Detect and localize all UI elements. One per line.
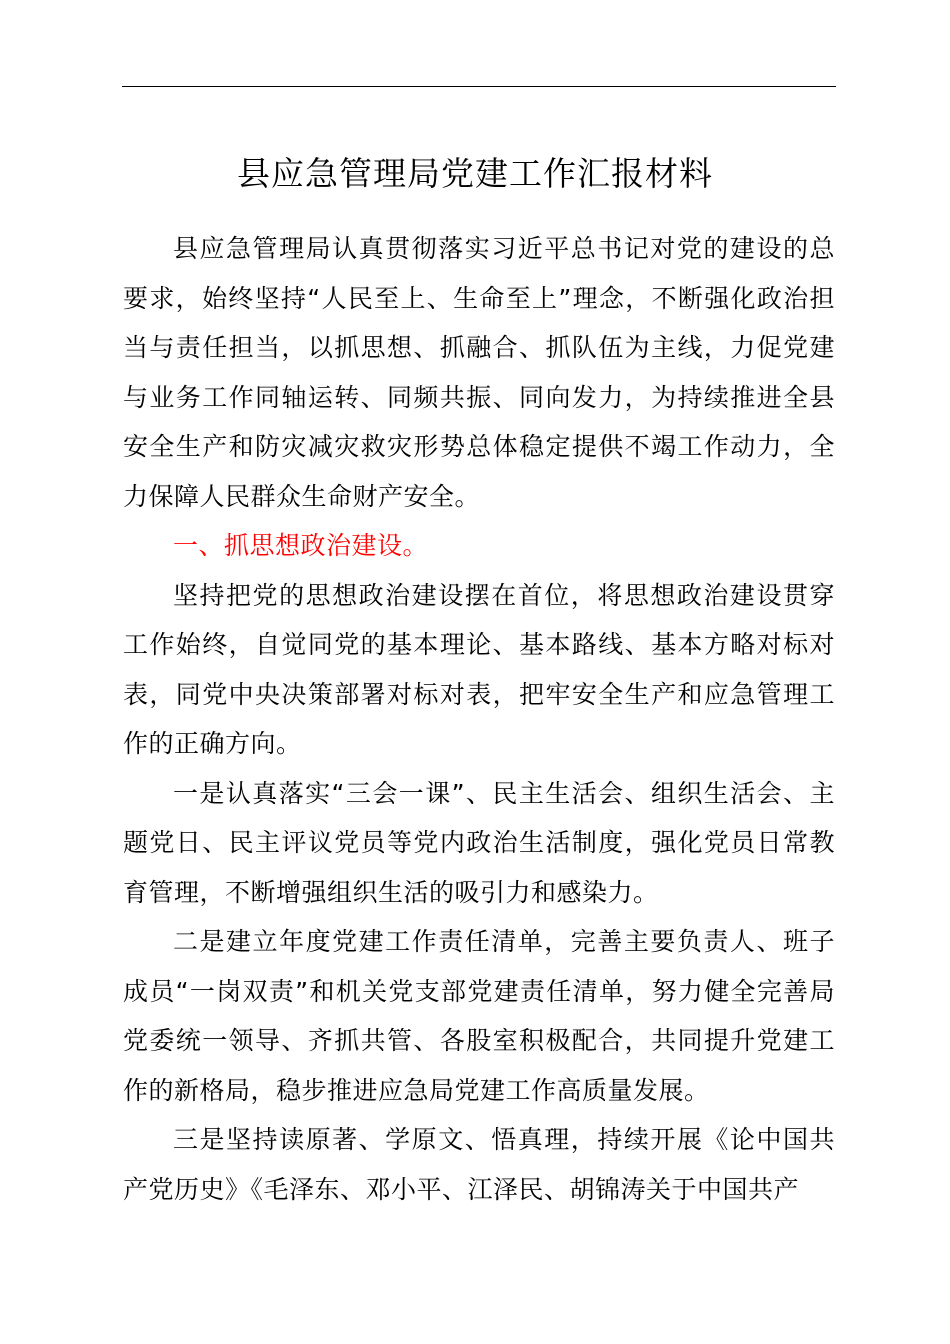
- point-three-paragraph: 三是坚持读原著、学原文、悟真理，持续开展《论中国共产党历史》《毛泽东、邓小平、江泽民、胡锦涛关于中国共产: [123, 1125, 835, 1204]
- section-paragraph: 坚持把党的思想政治建设摆在首位，将思想政治建设贯穿工作始终，自觉同党的基本理论、基本路线、基本方略对标对表，同党中央决策部署对标对表，把牢安全生产和应急管理工作的正确方向。: [123, 580, 835, 758]
- document-title: 县应急管理局党建工作汇报材料: [237, 154, 713, 193]
- document-body: [123, 224, 835, 1214]
- intro-paragraph: 县应急管理局认真贯彻落实习近平总书记对党的建设的总要求，始终坚持“人民至上、生命至上”理念，不断强化政治担当与责任担当，以抓思想、抓融合、抓队伍为主线，力促党建与业务工作同轴运转、同频共振、同向发力，为持续推进全县安全生产和防灾减灾救灾形势总体稳定提供不竭工作动力，全力保障人民群众生命财产安全。: [123, 234, 835, 511]
- section-heading: 一、抓思想政治建设。: [173, 531, 429, 560]
- point-two-paragraph: 二是建立年度党建工作责任清单，完善主要负责人、班子成员“一岗双责”和机关党支部党建责任清单，努力健全完善局党委统一领导、齐抓共管、各股室积极配合，共同提升党建工作的新格局，稳步推进应急局党建工作高质量发展。: [123, 927, 835, 1105]
- point-one-paragraph: 一是认真落实“三会一课”、民主生活会、组织生活会、主题党日、民主评议党员等党内政治生活制度，强化党员日常教育管理，不断增强组织生活的吸引力和感染力。: [123, 778, 835, 907]
- header-rule: [122, 86, 836, 87]
